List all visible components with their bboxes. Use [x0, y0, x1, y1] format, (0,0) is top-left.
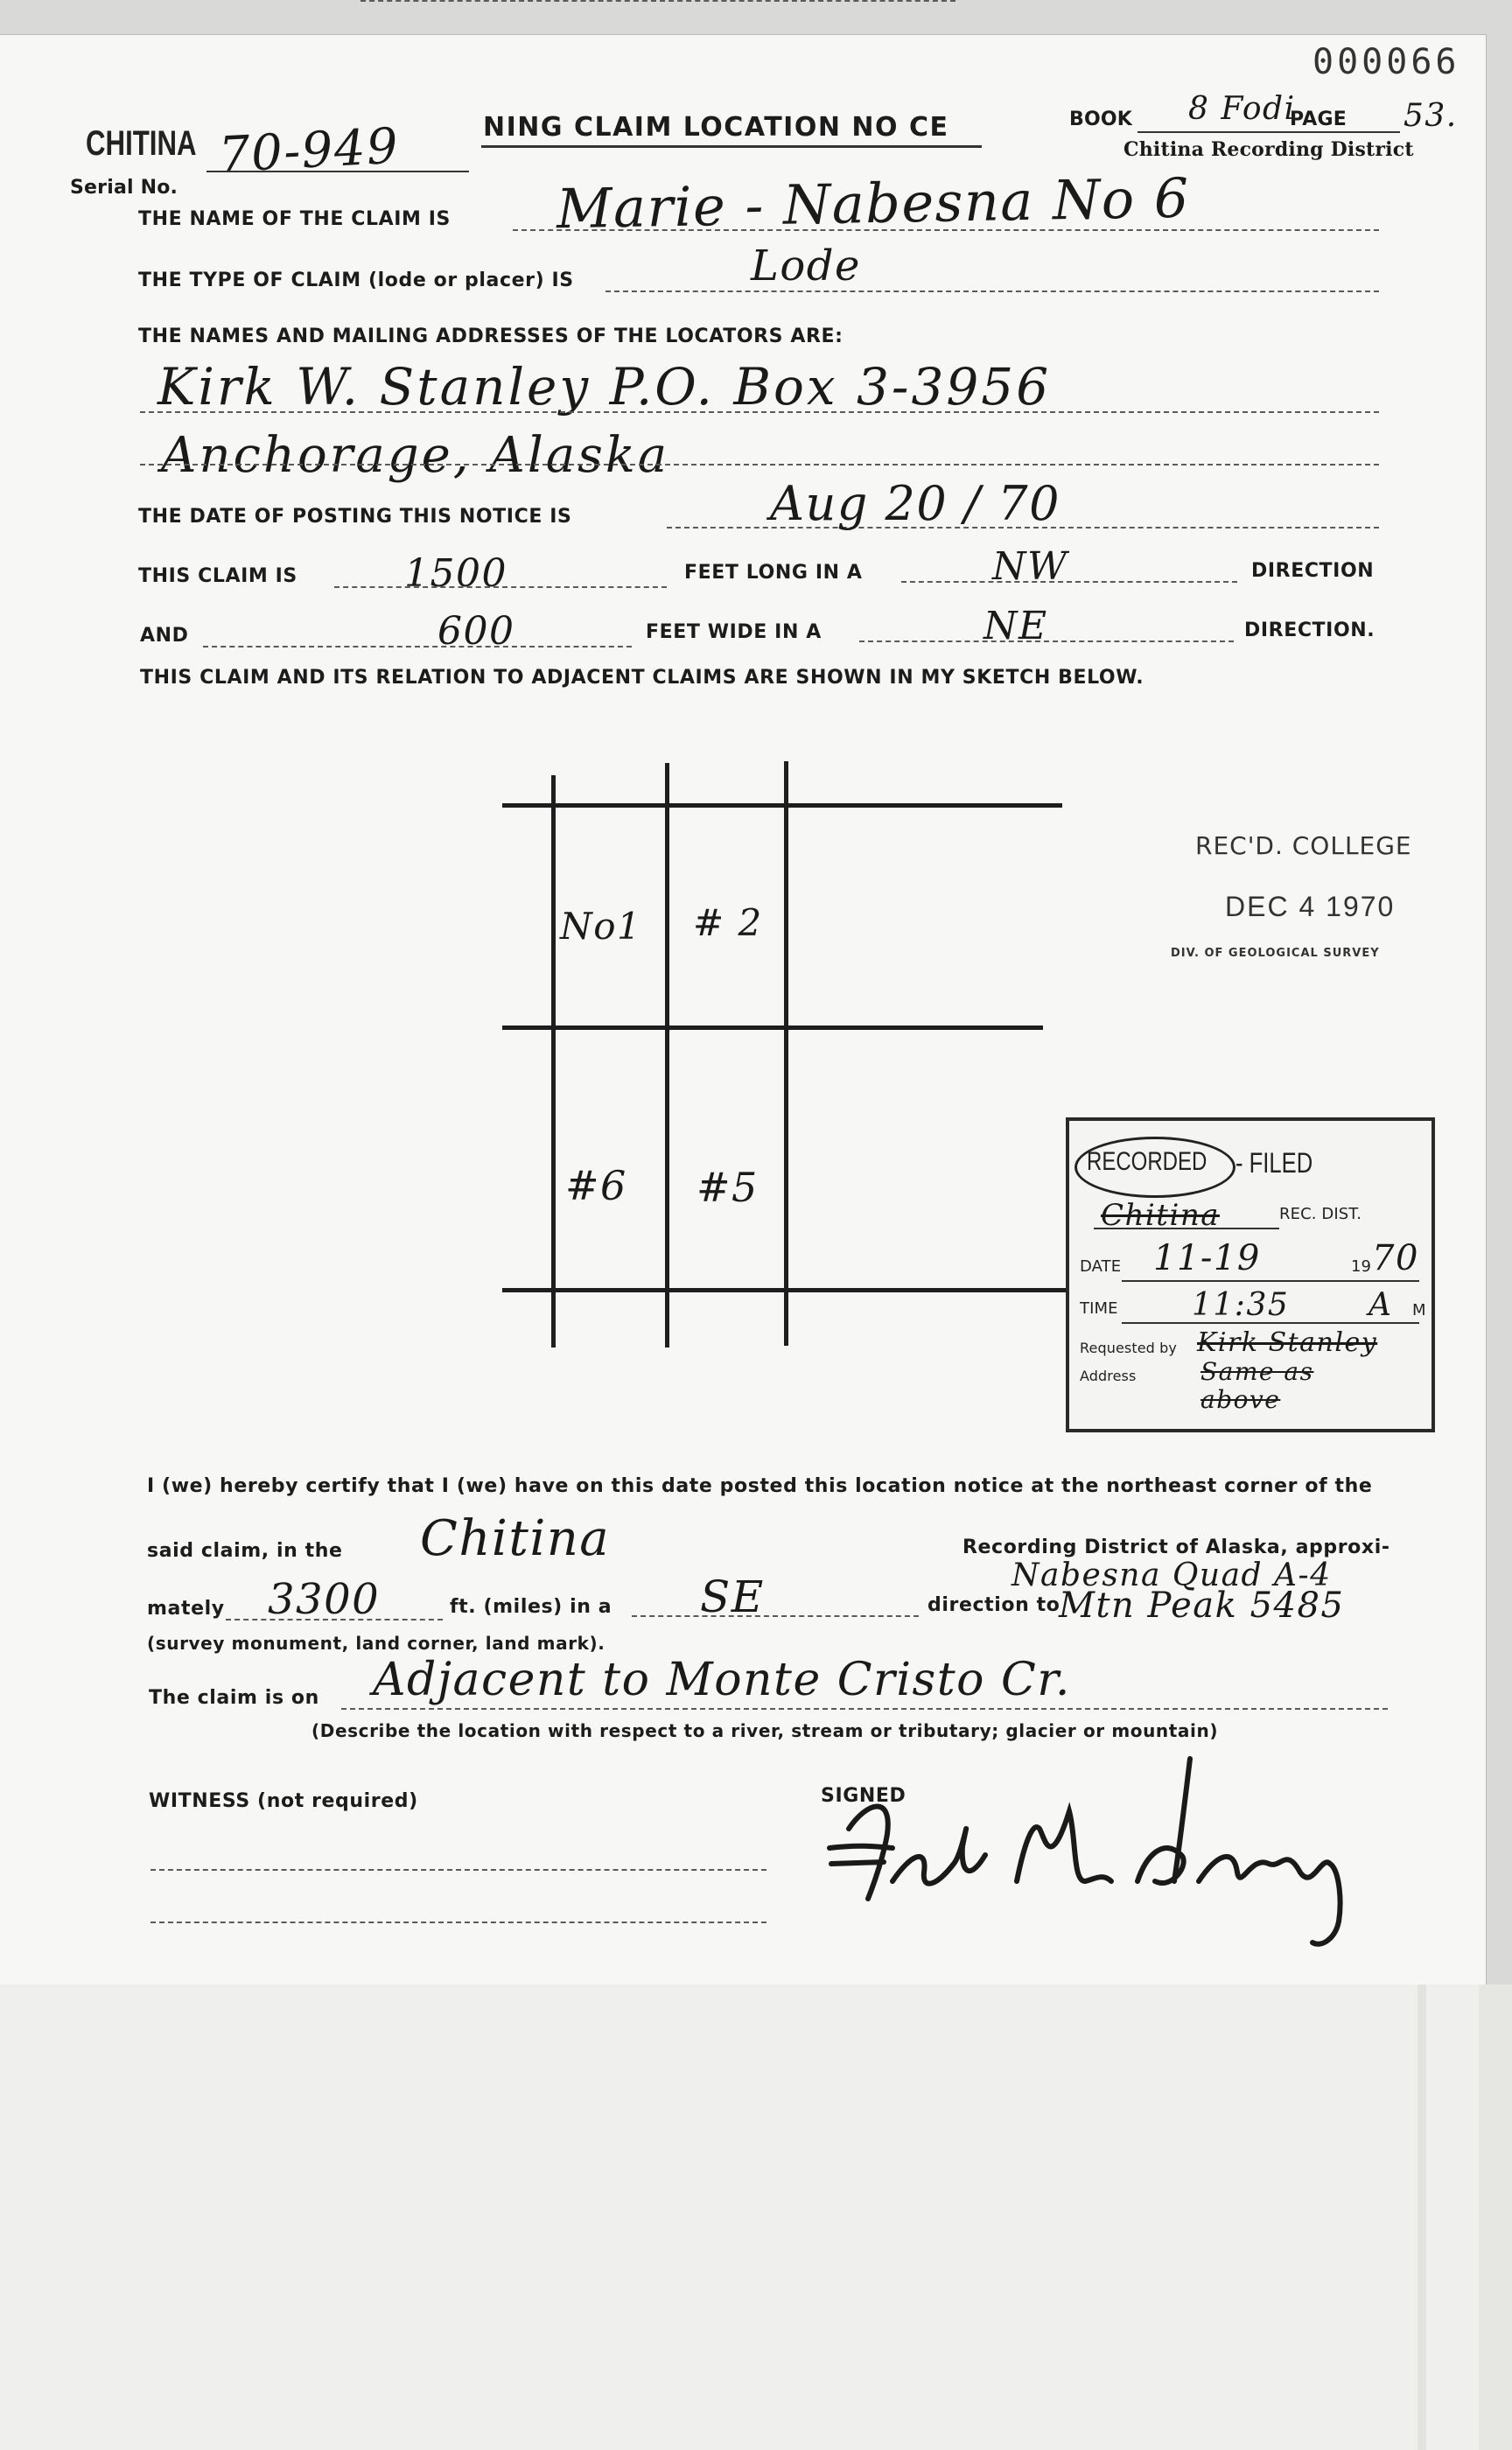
- sketch-cell-1: No1: [560, 905, 642, 948]
- sketch-cell-6: #6: [565, 1162, 627, 1209]
- rec-dist-line: [1094, 1228, 1279, 1229]
- county-stamp: CHITINA: [86, 124, 197, 163]
- date-line: [1122, 1280, 1419, 1282]
- direction-label-2: DIRECTION.: [1244, 620, 1376, 641]
- direction-label-1: DIRECTION: [1251, 560, 1375, 582]
- length-direction-line: [901, 581, 1237, 583]
- recorded-date: 11-19: [1153, 1238, 1261, 1278]
- received-stamp-line1: REC'D. COLLEGE: [1195, 831, 1412, 860]
- year-prefix: 19: [1351, 1257, 1372, 1276]
- locator-signature: [814, 1750, 1391, 1951]
- feet-long-label: FEET LONG IN A: [684, 562, 863, 584]
- sketch-intro: THIS CLAIM AND ITS RELATION TO ADJACENT CLAIMS ARE SHOWN IN MY SKETCH BELOW.: [140, 667, 1144, 689]
- said-claim-label: said claim, in the: [147, 1540, 343, 1562]
- mately-label: mately: [147, 1598, 225, 1620]
- sketch-vline-2: [665, 763, 669, 1348]
- direction-line: [632, 1615, 919, 1617]
- recorded-time: 11:35: [1192, 1287, 1290, 1323]
- witness-line-2: [150, 1922, 766, 1923]
- page-title: NING CLAIM LOCATION NO CE: [483, 112, 949, 143]
- claim-on-value: Adjacent to Monte Cristo Cr.: [373, 1654, 1071, 1706]
- witness-line-1: [150, 1869, 766, 1871]
- page-label: PAGE: [1290, 108, 1348, 130]
- ft-miles-label: ft. (miles) in a: [450, 1596, 612, 1618]
- direction-to-label: direction to: [928, 1594, 1060, 1616]
- recorded-filed-stamp: [1066, 1117, 1435, 1432]
- serial-underline: [206, 171, 469, 172]
- width-value: 600: [438, 609, 515, 654]
- underlying-sheet: [0, 1984, 1512, 2450]
- book-underline: [1138, 131, 1400, 133]
- locator-line-2-rule: [140, 464, 1379, 466]
- posting-date-label: THE DATE OF POSTING THIS NOTICE IS: [138, 506, 572, 528]
- recorded-year: 70: [1372, 1238, 1419, 1278]
- district-value: Chitina: [420, 1510, 611, 1567]
- width-direction: NE: [984, 604, 1048, 648]
- length-value: 1500: [404, 551, 508, 596]
- book-label: BOOK: [1069, 108, 1133, 130]
- claim-on-line: [341, 1708, 1388, 1710]
- posting-date-value: Aug 20 / 70: [770, 476, 1060, 531]
- sheet-edge: [1479, 1984, 1512, 2450]
- sketch-cell-2: # 2: [693, 901, 763, 944]
- recorded-ampm: A: [1368, 1287, 1393, 1323]
- sketch-hline-2: [502, 1026, 1043, 1030]
- date-label: DATE: [1080, 1257, 1122, 1276]
- address-label: Address: [1080, 1368, 1137, 1384]
- locators-label: THE NAMES AND MAILING ADDRESSES OF THE LOCATORS ARE:: [138, 326, 844, 347]
- sketch-vline-1: [551, 775, 556, 1348]
- title-underline: [481, 145, 982, 148]
- and-label: AND: [140, 625, 189, 647]
- distance-value: 3300: [268, 1575, 381, 1624]
- claim-type-label: THE TYPE OF CLAIM (lode or placer) IS: [138, 270, 574, 291]
- page-value: 53.: [1404, 98, 1458, 134]
- length-label: THIS CLAIM IS: [138, 565, 298, 587]
- sketch-cell-5: #5: [696, 1164, 759, 1211]
- time-label: TIME: [1080, 1299, 1118, 1318]
- signed-label: SIGNED: [821, 1785, 906, 1807]
- width-value-line: [203, 646, 632, 648]
- sketch-hline-3: [502, 1288, 1071, 1292]
- book-value: 8 Fodi: [1188, 91, 1296, 127]
- claim-on-label: The claim is on: [149, 1687, 319, 1709]
- sheet-crease: [1418, 1984, 1426, 2450]
- recording-district: Chitina Recording District: [1124, 138, 1414, 161]
- feet-wide-label: FEET WIDE IN A: [646, 621, 822, 643]
- district-line: [360, 0, 956, 2]
- recorded-district: Chitina: [1101, 1198, 1220, 1233]
- describe-note: (Describe the location with respect to a river, stream or tributary; glacier or mountain): [312, 1720, 1219, 1741]
- landmark-value: Mtn Peak 5485: [1059, 1586, 1345, 1626]
- sketch-hline-1: [502, 803, 1062, 808]
- claim-name-value: Marie - Nabesna No 6: [556, 165, 1191, 242]
- sketch-vline-3: [784, 761, 788, 1346]
- district-suffix: Recording District of Alaska, approxi-: [962, 1536, 1390, 1558]
- claim-name-label: THE NAME OF THE CLAIM IS: [138, 208, 451, 230]
- locator-line-2: Anchorage, Alaska: [161, 427, 670, 484]
- requested-value: Kirk Stanley: [1197, 1327, 1378, 1358]
- certification-text: I (we) hereby certify that I (we) have on this date posted this location notice at the northeast corner of the: [147, 1475, 1373, 1497]
- address-value-1: Same as: [1200, 1357, 1314, 1386]
- serial-label: Serial No.: [70, 177, 178, 199]
- locator-line-1: Kirk W. Stanley P.O. Box 3-3956: [158, 357, 1052, 416]
- document-number: 000066: [1312, 42, 1460, 82]
- rec-dist-label: REC. DIST.: [1279, 1205, 1362, 1223]
- serial-number: 70-949: [217, 117, 401, 185]
- received-stamp-line3: DIV. OF GEOLOGICAL SURVEY: [1171, 947, 1380, 960]
- claim-type-value: Lode: [751, 242, 861, 290]
- witness-label: WITNESS (not required): [149, 1790, 418, 1812]
- ampm-suffix: M: [1412, 1301, 1426, 1320]
- recorded-label: RECORDED: [1087, 1147, 1208, 1176]
- address-value-2: above: [1200, 1385, 1281, 1414]
- filed-label: - FILED: [1236, 1147, 1313, 1179]
- claim-type-line: [606, 290, 1379, 292]
- quad-value: Nabesna Quad A-4: [1012, 1558, 1332, 1593]
- direction-value: SE: [700, 1572, 765, 1622]
- received-stamp-date: DEC 4 1970: [1225, 891, 1396, 922]
- time-line: [1122, 1322, 1419, 1324]
- requested-label: Requested by: [1080, 1340, 1177, 1356]
- locator-line-1-rule: [140, 411, 1379, 413]
- survey-note: (survey monument, land corner, land mark).: [147, 1633, 606, 1654]
- length-direction: NW: [992, 544, 1068, 589]
